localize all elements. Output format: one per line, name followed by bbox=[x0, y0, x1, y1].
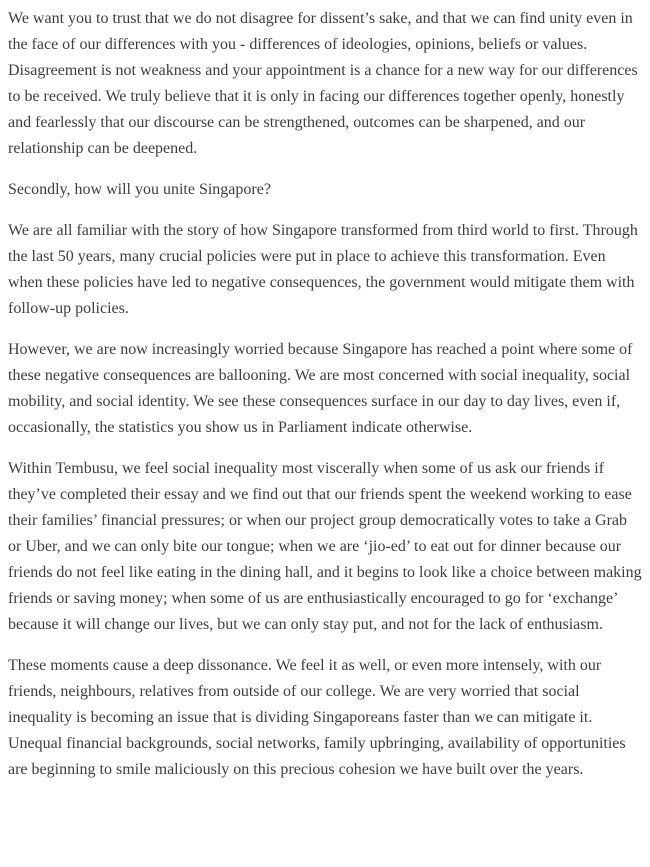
paragraph-trust-dissent: We want you to trust that we do not disagree for dissent’s sake, and that we can find unity even in the face of our differences with you - differences of ideologies, opinions, beliefs or values. Disagreement is not weakness and your appointment is a chance for a new way for our differences to be received. We truly believe that it is only in facing our differences together openly, honestly and fearlessly that our discourse can be strengthened, outcomes can be sharpened, and our relationship can be deepened. bbox=[8, 10, 638, 157]
paragraph-within-tembusu: Within Tembusu, we feel social inequality most viscerally when some of us ask our friends if they’ve completed their essay and we find out that our friends spent the weekend working to ease their families’ financial pressures; or when our project group democratically votes to take a Grab or Uber, and we can only bite our tongue; when we are ‘jio-ed’ to eat out for dinner because our friends do not feel like eating in the dining hall, and it begins to look like a choice between making friends or saving money; when some of us are enthusiastically encouraged to go for ‘exchange’ because it will change our lives, but we can only stay put, and not for the lack of enthusiasm. bbox=[8, 460, 642, 633]
paragraph-deep-dissonance: These moments cause a deep dissonance. We feel it as well, or even more intensely, with our friends, neighbours, relatives from outside of our college. We are very worried that social inequality is becoming an issue that is dividing Singaporeans faster than we can mitigate it. Unequal financial backgrounds, social networks, family upbringing, availability of opportunities are beginning to smile maliciously on this precious cohesion we have built over the years. bbox=[8, 657, 626, 778]
paragraph-third-world-to-first: We are all familiar with the story of how Singapore transformed from third world to first. Through the last 50 years, many crucial policies were put in place to achieve this transformation. Even when these policies have led to negative consequences, the government would mitigate them with follow-up policies. bbox=[8, 222, 638, 317]
paragraph-question-unite-singapore: Secondly, how will you unite Singapore? bbox=[8, 181, 271, 198]
article-body bbox=[8, 6, 642, 783]
paragraph-negative-consequences: However, we are now increasingly worried because Singapore has reached a point where some of these negative consequences are ballooning. We are most concerned with social inequality, social mobility, and social identity. We see these consequences surface in our day to day lives, even if, occasionally, the statistics you show us in Parliament indicate otherwise. bbox=[8, 341, 633, 436]
